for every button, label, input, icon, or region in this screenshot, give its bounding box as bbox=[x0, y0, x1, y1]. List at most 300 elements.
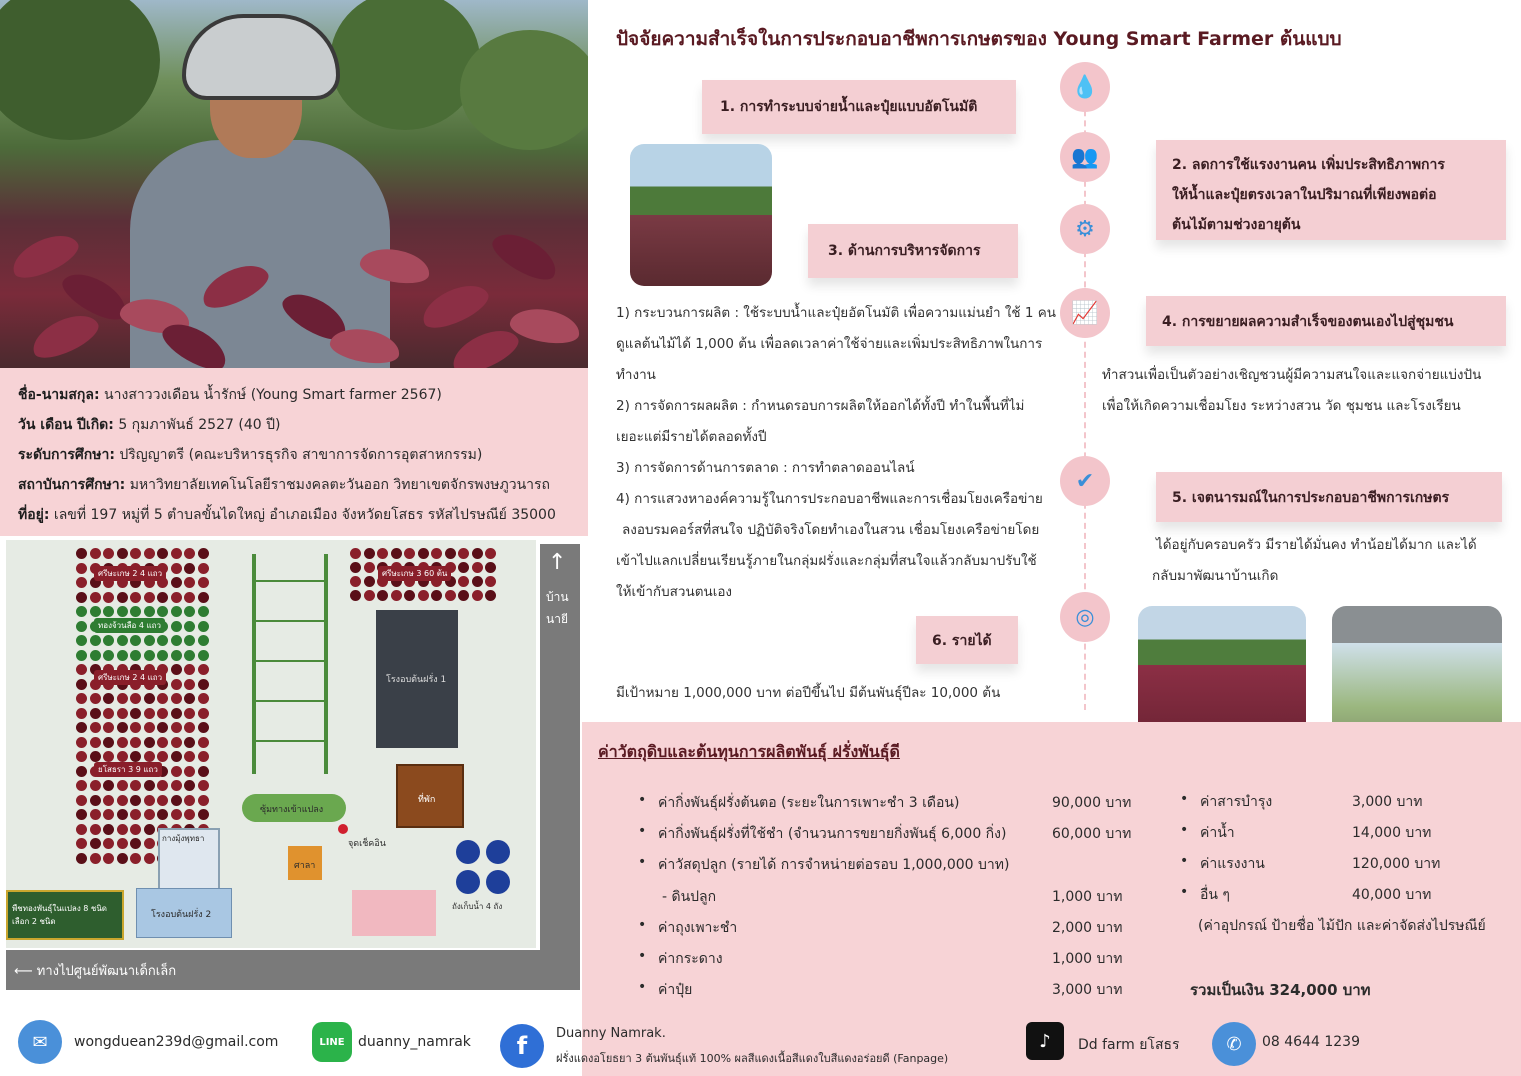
plant-dot bbox=[171, 780, 182, 791]
factor-card-6 bbox=[916, 616, 1018, 664]
plant-dot bbox=[90, 548, 101, 559]
plant-dot bbox=[472, 548, 483, 559]
factor-card-3 bbox=[808, 224, 1018, 278]
entrance-arch-label: ซุ้มทางเข้าแปลง bbox=[260, 805, 324, 815]
checkin-decor bbox=[352, 890, 436, 936]
plant-dot bbox=[103, 592, 114, 603]
plant-dot bbox=[171, 795, 182, 806]
plant-dot bbox=[103, 548, 114, 559]
plant-dot bbox=[198, 606, 209, 617]
water-tank-icon bbox=[486, 840, 510, 864]
plant-dot bbox=[404, 590, 415, 601]
cost-item: • ค่ากิ่งพันธุ์ฝรั่งต้นตอ (ระยะในการเพาะชำ 3 เดือน) bbox=[658, 792, 959, 814]
cost-subitem: - ดินปลูก bbox=[662, 889, 717, 905]
factor-4-text: 4. การขยายผลความสำเร็จของตนเองไปสู่ชุมชน bbox=[1162, 314, 1454, 330]
cost-value: 3,000 บาท bbox=[1352, 794, 1423, 810]
plant-dot bbox=[90, 751, 101, 762]
phone-icon: ✆ bbox=[1212, 1022, 1256, 1066]
cost-total: รวมเป็นเงิน 324,000 บาท bbox=[1190, 981, 1371, 999]
plant-dot bbox=[130, 606, 141, 617]
plant-dot bbox=[157, 737, 168, 748]
checkin-label: จุดเช็คอิน bbox=[348, 839, 386, 849]
plant-dot bbox=[130, 824, 141, 835]
bed-label-5: ศรีษะเกษ 3 60 ต้น bbox=[378, 566, 451, 581]
arrow-left-icon: ⟵ bbox=[14, 964, 33, 979]
plant-dot bbox=[144, 751, 155, 762]
plant-dot bbox=[364, 576, 375, 587]
target-icon: ◎ bbox=[1060, 592, 1110, 642]
plant-dot bbox=[171, 664, 182, 675]
plant-dot bbox=[171, 751, 182, 762]
plant-dot bbox=[184, 751, 195, 762]
plant-dot bbox=[157, 780, 168, 791]
plant-dot bbox=[90, 693, 101, 704]
line-id-text[interactable]: duanny_namrak bbox=[358, 1034, 471, 1050]
plant-dot bbox=[184, 606, 195, 617]
plant-dot bbox=[157, 635, 168, 646]
plant-dot bbox=[90, 635, 101, 646]
plant-dot bbox=[117, 751, 128, 762]
plant-dot bbox=[157, 693, 168, 704]
plant-dot bbox=[485, 562, 496, 573]
plant-dot bbox=[350, 590, 361, 601]
road-vertical bbox=[540, 544, 580, 990]
plant-dot bbox=[350, 548, 361, 559]
cost-value: 2,000 บาท bbox=[1052, 920, 1123, 936]
plant-dot bbox=[171, 693, 182, 704]
plant-dot bbox=[171, 708, 182, 719]
plant-dot bbox=[76, 766, 87, 777]
cost-item: • ค่าสารบำรุง bbox=[1200, 791, 1272, 813]
plant-dot bbox=[117, 853, 128, 864]
plant-dot bbox=[472, 562, 483, 573]
plant-dot bbox=[184, 795, 195, 806]
water-tank-icon bbox=[456, 870, 480, 894]
plant-dot bbox=[198, 621, 209, 632]
factor-card-4 bbox=[1146, 296, 1506, 346]
plant-dot bbox=[117, 838, 128, 849]
plant-dot bbox=[184, 592, 195, 603]
cost-item: • ค่าถุงเพาะชำ bbox=[658, 917, 737, 939]
plant-dot bbox=[130, 650, 141, 661]
plant-dot bbox=[458, 576, 469, 587]
plant-dot bbox=[76, 606, 87, 617]
plant-dot bbox=[184, 650, 195, 661]
plant-dot bbox=[391, 548, 402, 559]
plant-dot bbox=[445, 590, 456, 601]
plant-dot bbox=[144, 722, 155, 733]
bed-label-4: ยโสธรา 3 9 แถว bbox=[94, 762, 162, 777]
plant-dot bbox=[144, 708, 155, 719]
plant-dot bbox=[431, 590, 442, 601]
arrow-up-icon: ↑ bbox=[548, 550, 567, 575]
plant-dot bbox=[144, 809, 155, 820]
plant-dot bbox=[117, 693, 128, 704]
plant-dot bbox=[130, 838, 141, 849]
page-title: ปัจจัยความสำเร็จในการประกอบอาชีพการเกษตรของ Young Smart Farmer ต้นแบบ bbox=[616, 28, 1342, 50]
plant-dot bbox=[117, 606, 128, 617]
plant-dot bbox=[117, 737, 128, 748]
plant-dot bbox=[198, 577, 209, 588]
plant-dot bbox=[144, 838, 155, 849]
plant-dot bbox=[198, 809, 209, 820]
plant-dot bbox=[76, 809, 87, 820]
plant-dot bbox=[171, 635, 182, 646]
sala bbox=[288, 846, 322, 880]
plant-dot bbox=[130, 592, 141, 603]
nursery-2-label: โรงอบต้นฝรั่ง 2 bbox=[151, 910, 212, 920]
plant-dot bbox=[103, 795, 114, 806]
farmer-photo bbox=[0, 0, 588, 368]
plant-dot bbox=[157, 795, 168, 806]
nursery-2 bbox=[136, 888, 232, 938]
plant-dot bbox=[130, 693, 141, 704]
plant-dot bbox=[198, 664, 209, 675]
plant-dot bbox=[144, 853, 155, 864]
water-drop-icon: 💧 bbox=[1060, 62, 1110, 112]
cost-item: • ค่ากิ่งพันธุ์ฝรั่งที่ใช้ชำ (จำนวนการขยายกิ่งพันธุ์ 6,000 กิ่ง) bbox=[658, 823, 1006, 845]
plant-dot bbox=[90, 780, 101, 791]
plant-dot bbox=[198, 708, 209, 719]
plant-dot bbox=[76, 548, 87, 559]
plant-dot bbox=[184, 621, 195, 632]
plant-dot bbox=[171, 621, 182, 632]
plant-dot bbox=[103, 606, 114, 617]
plant-dot bbox=[198, 722, 209, 733]
plant-dot bbox=[171, 766, 182, 777]
plant-dot bbox=[76, 592, 87, 603]
plant-dot bbox=[157, 722, 168, 733]
nursery-photo bbox=[630, 144, 772, 286]
plant-dot bbox=[418, 590, 429, 601]
cost-item: • ค่ากระดาง bbox=[658, 948, 723, 970]
plant-dot bbox=[90, 838, 101, 849]
plant-dot bbox=[171, 577, 182, 588]
plant-dot bbox=[485, 576, 496, 587]
plant-dot bbox=[90, 708, 101, 719]
plant-dot bbox=[350, 576, 361, 587]
plant-dot bbox=[171, 592, 182, 603]
plant-dot bbox=[103, 650, 114, 661]
cost-title: ค่าวัตถุดิบและต้นทุนการผลิตพันธุ์ ฝรั่งพันธุ์ดี bbox=[598, 742, 900, 761]
nursery-1-label: โรงอบต้นฝรั่ง 1 bbox=[386, 675, 447, 685]
plant-dot bbox=[184, 780, 195, 791]
plant-dot bbox=[76, 737, 87, 748]
phone-text[interactable]: 08 4644 1239 bbox=[1262, 1034, 1360, 1050]
tiktok-text[interactable]: Dd farm ยโสธร bbox=[1078, 1037, 1180, 1053]
factor-card-5 bbox=[1156, 472, 1502, 522]
plant-dot bbox=[157, 650, 168, 661]
plant-dot bbox=[76, 693, 87, 704]
plant-dot bbox=[117, 780, 128, 791]
factor-2-text: 2. ลดการใช้แรงงานคน เพิ่มประสิทธิภาพการ ให้น้ำและปุ๋ยตรงเวลาในปริมาณที่เพียงพอต่อ ต้นไม้ตามช่วงอายุต้น bbox=[1172, 157, 1445, 233]
cost-item: • อื่น ๆ bbox=[1200, 884, 1230, 906]
demo-plot-label: พืชทองพันธุ์ในแปลง 8 ชนิด เลือก 2 ชนิด bbox=[12, 904, 107, 926]
cost-item: • ค่าแรงงาน bbox=[1200, 853, 1265, 875]
checkin-pin-icon bbox=[338, 824, 348, 834]
factor-1-text: 1. การทำระบบจ่ายน้ำและปุ๋ยแบบอัตโนมัติ bbox=[720, 99, 978, 115]
road-down-label: ⟵ ทางไปศูนย์พัฒนาเด็กเล็ก bbox=[14, 964, 177, 979]
plant-dot bbox=[157, 592, 168, 603]
plant-dot bbox=[144, 592, 155, 603]
plant-dot bbox=[391, 590, 402, 601]
plant-dot bbox=[418, 548, 429, 559]
plant-dot bbox=[157, 809, 168, 820]
water-tank-icon bbox=[456, 840, 480, 864]
plant-dot bbox=[144, 635, 155, 646]
nursery-1 bbox=[376, 610, 458, 748]
plant-dot bbox=[198, 766, 209, 777]
cost-value: 1,000 บาท bbox=[1052, 951, 1123, 967]
intention-details: ได้อยู่กับครอบครัว มีรายได้มั่นคง ทำน้อยได้มาก และได้ กลับมาพัฒนาบ้านเกิด bbox=[1152, 537, 1477, 584]
mosquito-net-area bbox=[158, 828, 220, 890]
plant-dot bbox=[103, 838, 114, 849]
cost-value: 3,000 บาท bbox=[1052, 982, 1123, 998]
plant-dot bbox=[76, 795, 87, 806]
cost-note: (ค่าอุปกรณ์ ป้ายชื่อ ไม้ปัก และค่าจัดส่งไปรษณีย์ bbox=[1198, 918, 1486, 934]
plant-dot bbox=[90, 650, 101, 661]
plant-dot bbox=[171, 548, 182, 559]
plant-dot bbox=[364, 562, 375, 573]
plant-dot bbox=[157, 708, 168, 719]
plant-dot bbox=[377, 590, 388, 601]
rest-house-label: ที่พัก bbox=[418, 795, 436, 805]
cost-value: 1,000 บาท bbox=[1052, 889, 1123, 905]
plant-dot bbox=[157, 548, 168, 559]
plant-dot bbox=[404, 548, 415, 559]
entrance-arch bbox=[242, 794, 346, 822]
plant-dot bbox=[171, 722, 182, 733]
plant-dot bbox=[76, 635, 87, 646]
management-icon: ⚙ bbox=[1060, 204, 1110, 254]
plant-dot bbox=[103, 809, 114, 820]
plant-dot bbox=[171, 809, 182, 820]
plant-dot bbox=[184, 737, 195, 748]
plant-dot bbox=[76, 824, 87, 835]
plant-dot bbox=[76, 621, 87, 632]
factor-6-text: 6. รายได้ bbox=[932, 633, 992, 649]
plant-dot bbox=[117, 592, 128, 603]
plant-dot bbox=[184, 679, 195, 690]
plant-dot bbox=[117, 650, 128, 661]
plant-dot bbox=[184, 722, 195, 733]
plant-dot bbox=[198, 693, 209, 704]
plant-dot bbox=[90, 722, 101, 733]
plant-dot bbox=[144, 606, 155, 617]
plant-dot bbox=[144, 795, 155, 806]
profile-birth: วัน เดือน ปีเกิด: 5 กุมภาพันธ์ 2527 (40 ปี) bbox=[18, 417, 281, 433]
plant-dot bbox=[198, 679, 209, 690]
plant-dot bbox=[198, 635, 209, 646]
plant-dot bbox=[198, 592, 209, 603]
plant-dot bbox=[144, 650, 155, 661]
plant-dot bbox=[103, 824, 114, 835]
plant-dot bbox=[117, 708, 128, 719]
plant-dot bbox=[90, 809, 101, 820]
plant-dot bbox=[117, 809, 128, 820]
plant-dot bbox=[184, 563, 195, 574]
plant-dot bbox=[76, 650, 87, 661]
plant-dot bbox=[130, 780, 141, 791]
plant-dot bbox=[76, 780, 87, 791]
plant-dot bbox=[198, 780, 209, 791]
plant-dot bbox=[184, 766, 195, 777]
farm-map-area bbox=[6, 540, 536, 948]
bed-label-1: ศรีษะเกษ 2 4 แถว bbox=[94, 566, 166, 581]
rest-house bbox=[396, 764, 464, 828]
plant-dot bbox=[485, 548, 496, 559]
profile-address: ที่อยู่: เลขที่ 197 หมู่ที่ 5 ตำบลขั้นไดใหญ่ อำเภอเมือง จังหวัดยโสธร รหัสไปรษณีย์ 35000 bbox=[18, 507, 556, 523]
plant-dot bbox=[144, 780, 155, 791]
plant-dot bbox=[198, 563, 209, 574]
factor-card-1 bbox=[702, 80, 1016, 134]
plant-dot bbox=[198, 737, 209, 748]
plant-dot bbox=[76, 577, 87, 588]
management-details: 1) กระบวนการผลิต : ใช้ระบบน้ำและปุ๋ยอัตโนมัติ เพื่อความแม่นยำ ใช้ 1 คน ดูแลต้นไม้ได้ 1,000 ต้น เพื่อลดเวลาค่าใช้จ่ายและเพิ่มประสิทธิภาพในการ ทำงาน 2) การจัดการผลผลิต : กำหนดรอบการผลิตให้ออกได้ทั้งปี ทำในพื้นที่ไม่ เยอะแต่มีรายได้ตลอดทั้งปี 3) การจัดการด้านการตลาด : การทำตลาดออนไลน์ 4) การแสวงหาองค์ความรู้ในการประกอบอาชีพและการเชื่อมโยงเครือข่าย ลงอบรมคอร์สที่สนใจ ปฏิบัติจริงโดยทำเองในสวน เชื่อมโยงเครือข่ายโดย เข้าไปแลกเปลี่ยนเรียนรู้ภายในกลุ่มฝรั่งและกลุ่มที่สนใจแล้วกลับมาปรับใช้ ให้เข้ากับสวนตนเอง bbox=[616, 305, 1057, 600]
plant-dot bbox=[76, 679, 87, 690]
cost-value: 14,000 บาท bbox=[1352, 825, 1432, 841]
road-up-label-2: นายี bbox=[546, 612, 568, 626]
facebook-name[interactable]: Duanny Namrak. bbox=[556, 1026, 666, 1041]
plant-dot bbox=[171, 650, 182, 661]
road-up-label-1: บ้าน bbox=[546, 590, 569, 604]
cost-value: 60,000 บาท bbox=[1052, 826, 1132, 842]
plant-dot bbox=[184, 708, 195, 719]
plant-dot bbox=[76, 838, 87, 849]
mosquito-net-label: กางมุ้งพุทธา bbox=[162, 834, 205, 843]
plant-dot bbox=[90, 853, 101, 864]
plant-dot bbox=[117, 722, 128, 733]
factor-3-text: 3. ด้านการบริหารจัดการ bbox=[828, 243, 981, 259]
plant-dot bbox=[431, 548, 442, 559]
plant-dot bbox=[76, 664, 87, 675]
profile-name: ชื่อ-นามสกุล: นางสาววงเดือน น้ำรักษ์ (Young Smart farmer 2567) bbox=[18, 387, 442, 403]
demo-plot bbox=[6, 890, 124, 940]
plant-dot bbox=[130, 635, 141, 646]
cost-item: • ค่าปุ๋ย bbox=[658, 979, 692, 1001]
income-target: มีเป้าหมาย 1,000,000 บาท ต่อปีขึ้นไป มีต้นพันธุ์ปีละ 10,000 ต้น bbox=[616, 685, 1001, 701]
plant-dot bbox=[198, 751, 209, 762]
plant-dot bbox=[184, 548, 195, 559]
email-text[interactable]: wongduean239d@gmail.com bbox=[74, 1034, 279, 1050]
profile-education: ระดับการศึกษา: ปริญญาตรี (คณะบริหารธุรกิจ สาขาการจัดการอุตสาหกรรม) bbox=[18, 447, 483, 463]
plant-dot bbox=[472, 576, 483, 587]
plant-dot bbox=[117, 824, 128, 835]
plant-dot bbox=[144, 737, 155, 748]
bed-label-3: ศรีษะเกษ 2 4 แถว bbox=[94, 670, 166, 685]
plant-dot bbox=[117, 795, 128, 806]
facebook-icon: f bbox=[500, 1024, 544, 1068]
plant-dot bbox=[171, 563, 182, 574]
plant-dot bbox=[130, 853, 141, 864]
plant-dot bbox=[458, 590, 469, 601]
sala-label: ศาลา bbox=[294, 861, 316, 871]
plant-dot bbox=[103, 635, 114, 646]
plant-dot bbox=[184, 693, 195, 704]
water-tank-label: ถังเก็บน้ำ 4 ถัง bbox=[452, 902, 503, 911]
plant-dot bbox=[198, 795, 209, 806]
plant-dot bbox=[76, 708, 87, 719]
plant-dot bbox=[103, 737, 114, 748]
road-horizontal bbox=[6, 950, 580, 990]
facebook-page[interactable]: ฝรั่งแดงอโยธยา 3 ต้นพันธุ์แท้ 100% ผลสีแดงเนื้อสีแดงใบสีแดงอร่อยดี (Fanpage) bbox=[556, 1052, 949, 1065]
plant-dot bbox=[350, 562, 361, 573]
plant-dot bbox=[76, 563, 87, 574]
plant-dot bbox=[76, 751, 87, 762]
plant-dot bbox=[130, 708, 141, 719]
plant-dot bbox=[458, 548, 469, 559]
plant-dot bbox=[171, 679, 182, 690]
cost-value: 40,000 บาท bbox=[1352, 887, 1432, 903]
bed-label-2: ทองจ้วนลือ 4 แถว bbox=[94, 618, 165, 633]
tiktok-icon: ♪ bbox=[1026, 1022, 1064, 1060]
plant-dot bbox=[130, 548, 141, 559]
plant-dot bbox=[364, 590, 375, 601]
plant-dot bbox=[144, 548, 155, 559]
plant-dot bbox=[76, 722, 87, 733]
plant-dot bbox=[472, 590, 483, 601]
profile-school: สถาบันการศึกษา: มหาวิทยาลัยเทคโนโลยีราชมงคลตะวันออก วิทยาเขตจักรพงษภูวนารถ bbox=[18, 477, 551, 493]
factor-5-text: 5. เจตนารมณ์ในการประกอบอาชีพการเกษตร bbox=[1172, 490, 1450, 506]
plant-dot bbox=[198, 650, 209, 661]
plant-dot bbox=[171, 737, 182, 748]
plant-dot bbox=[458, 562, 469, 573]
plant-dot bbox=[117, 635, 128, 646]
plant-dot bbox=[90, 592, 101, 603]
plant-dot bbox=[130, 795, 141, 806]
plant-dot bbox=[103, 708, 114, 719]
plant-dot bbox=[103, 853, 114, 864]
plant-dot bbox=[90, 824, 101, 835]
plant-dot bbox=[90, 795, 101, 806]
community-details: ทำสวนเพื่อเป็นตัวอย่างเชิญชวนผู้มีความสนใจและแจกจ่ายแบ่งปัน เพื่อให้เกิดความเชื่อมโยง ระหว่างสวน วัด ชุมชน และโรงเรียน bbox=[1102, 367, 1482, 414]
plant-dot bbox=[171, 606, 182, 617]
plant-dot bbox=[103, 722, 114, 733]
plant-dot bbox=[130, 751, 141, 762]
plant-dot bbox=[103, 780, 114, 791]
plant-dot bbox=[103, 751, 114, 762]
people-icon: 👥 bbox=[1060, 132, 1110, 182]
water-tank-icon bbox=[486, 870, 510, 894]
plant-dot bbox=[184, 577, 195, 588]
plant-dot bbox=[184, 664, 195, 675]
plant-dot bbox=[364, 548, 375, 559]
plant-dot bbox=[90, 606, 101, 617]
plant-dot bbox=[144, 824, 155, 835]
plant-dot bbox=[445, 548, 456, 559]
plant-dot bbox=[184, 809, 195, 820]
cost-value: 90,000 บาท bbox=[1052, 795, 1132, 811]
cost-item: • ค่าวัสดุปลูก (รายได้ การจำหน่ายต่อรอบ 1,000,000 บาท) bbox=[658, 854, 1009, 876]
check-icon: ✔ bbox=[1060, 456, 1110, 506]
factor-card-2 bbox=[1156, 140, 1506, 240]
plant-dot bbox=[130, 737, 141, 748]
plant-dot bbox=[377, 548, 388, 559]
growth-chart-icon: 📈 bbox=[1060, 288, 1110, 338]
plant-dot bbox=[117, 548, 128, 559]
plant-dot bbox=[485, 590, 496, 601]
cost-value: 120,000 บาท bbox=[1352, 856, 1441, 872]
plant-dot bbox=[144, 693, 155, 704]
plant-dot bbox=[157, 606, 168, 617]
plant-dot bbox=[130, 722, 141, 733]
plant-dot bbox=[184, 635, 195, 646]
email-icon: ✉ bbox=[18, 1020, 62, 1064]
plant-dot bbox=[90, 737, 101, 748]
plant-dot bbox=[157, 751, 168, 762]
cost-item: • ค่าน้ำ bbox=[1200, 822, 1235, 844]
plant-dot bbox=[76, 853, 87, 864]
